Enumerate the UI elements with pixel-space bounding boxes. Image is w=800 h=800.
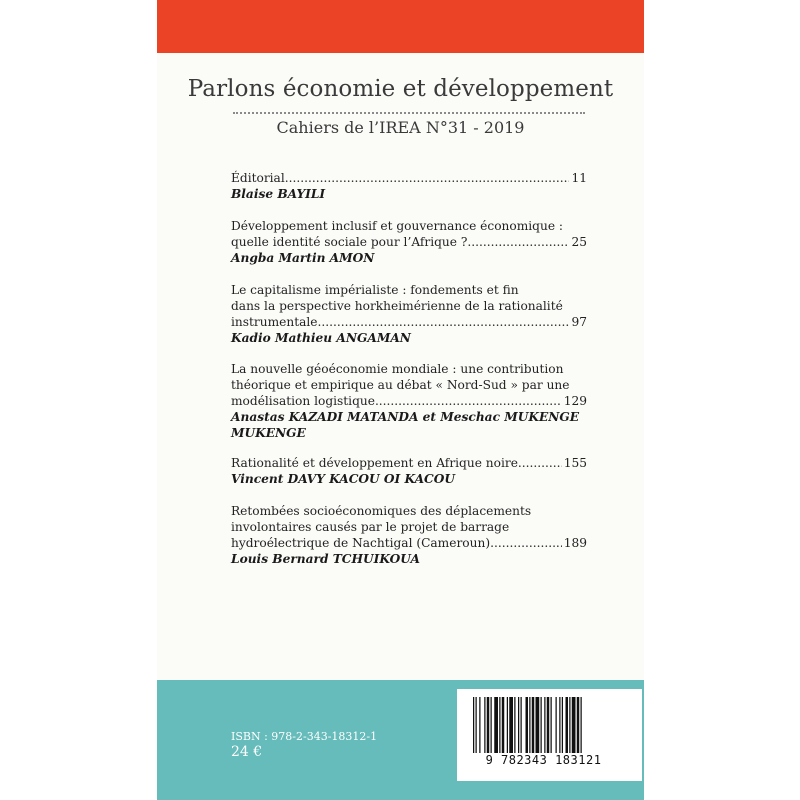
barcode-bar — [581, 697, 582, 753]
barcode-bar — [473, 697, 474, 753]
barcode-bar — [577, 697, 580, 753]
toc-title-line: La nouvelle géoéconomie mondiale : une contribution — [231, 362, 564, 376]
toc-title-line: Le capitalisme impérialiste : fondements et fin — [231, 283, 519, 297]
toc-entry — [231, 282, 587, 346]
toc-author: Vincent DAVY KACOU OI KACOU — [231, 472, 455, 486]
barcode-bar — [507, 697, 508, 753]
toc-title-line: Rationalité et développement en Afrique noire — [231, 456, 518, 470]
barcode-bar — [559, 697, 560, 753]
toc-title-line: Développement inclusif et gouvernance économique : — [231, 219, 564, 233]
barcode-bar — [526, 697, 529, 753]
price-text: 24 € — [231, 744, 263, 760]
barcode-bar — [551, 697, 552, 753]
toc-title-line: instrumentale — [231, 315, 318, 329]
cover-subtitle: Cahiers de l’IREA N°31 - 2019 — [276, 118, 525, 137]
top-color-band — [157, 0, 644, 53]
toc-page-number: 97 — [571, 315, 587, 329]
toc-entry-title: Éditorial — [231, 171, 285, 185]
barcode-bar — [509, 697, 513, 753]
toc-title-line: dans la perspective horkheimérienne de la rationalité — [231, 299, 563, 313]
cover-title: Parlons économie et développement — [187, 76, 614, 102]
barcode-digits: 9 782343 183121 — [485, 753, 602, 767]
barcode-bar — [569, 697, 570, 753]
toc-leader-dots — [317, 314, 569, 330]
barcode-bar — [514, 697, 515, 753]
barcode-bar — [494, 697, 498, 753]
barcode-bar — [544, 697, 545, 753]
toc-title-line: involontaires causés par le projet de barrage — [231, 520, 510, 534]
toc-leader-dots — [285, 170, 570, 186]
barcode-bar — [499, 697, 500, 753]
barcode-bar — [518, 697, 519, 753]
barcode-bar — [502, 697, 505, 753]
toc-leader-dots — [375, 393, 562, 409]
toc-author-continued: MUKENGE — [231, 426, 306, 440]
barcode-bar — [487, 697, 490, 753]
barcode-bar — [476, 697, 477, 753]
toc-title-line: théorique et empirique au débat « Nord-Sud » par une — [231, 378, 570, 392]
toc-entry-editorial — [231, 170, 587, 202]
barcode-bars — [473, 697, 625, 753]
toc-author: Angba Martin AMON — [231, 251, 375, 265]
barcode-bar — [541, 697, 542, 753]
toc-entry — [231, 503, 587, 567]
barcode — [457, 689, 642, 781]
toc-entry — [231, 218, 587, 266]
toc-author: Anastas KAZADI MATANDA et Meschac MUKENGE — [231, 410, 580, 424]
toc-page-number: 25 — [571, 235, 587, 249]
barcode-bar — [484, 697, 485, 753]
toc-author: Louis Bernard TCHUIKOUA — [231, 552, 420, 566]
barcode-bar — [532, 697, 535, 753]
book-back-cover — [157, 0, 644, 800]
barcode-bar — [547, 697, 550, 753]
toc-author: Kadio Mathieu ANGAMAN — [231, 331, 411, 345]
toc-page-number: 189 — [563, 536, 587, 550]
toc-leader-dots — [490, 535, 562, 551]
toc-title-line: hydroélectrique de Nachtigal (Cameroun) — [231, 536, 491, 550]
toc-title-line: modélisation logistique — [231, 394, 375, 408]
barcode-bar — [491, 697, 492, 753]
toc-title-line: quelle identité sociale pour l’Afrique ? — [231, 235, 468, 249]
barcode-bar — [529, 697, 530, 753]
dotted-divider — [233, 112, 585, 114]
barcode-bar — [562, 697, 563, 753]
toc-page-number: 155 — [563, 456, 587, 470]
toc-entry — [231, 455, 587, 487]
toc-author: Blaise BAYILI — [231, 187, 326, 201]
toc-entry — [231, 361, 587, 441]
toc-page-number: 129 — [563, 394, 587, 408]
barcode-bar — [479, 697, 480, 753]
barcode-bar — [572, 697, 576, 753]
barcode-bar — [556, 697, 557, 753]
toc-page-number: 11 — [571, 171, 587, 185]
toc-leader-dots — [518, 455, 562, 471]
isbn-text: ISBN : 978-2-343-18312-1 — [231, 730, 378, 743]
toc-leader-dots — [467, 234, 569, 250]
toc-title-line: Retombées socioéconomiques des déplacements — [231, 504, 532, 518]
barcode-bar — [566, 697, 569, 753]
barcode-bar — [521, 697, 522, 753]
barcode-bar — [536, 697, 540, 753]
